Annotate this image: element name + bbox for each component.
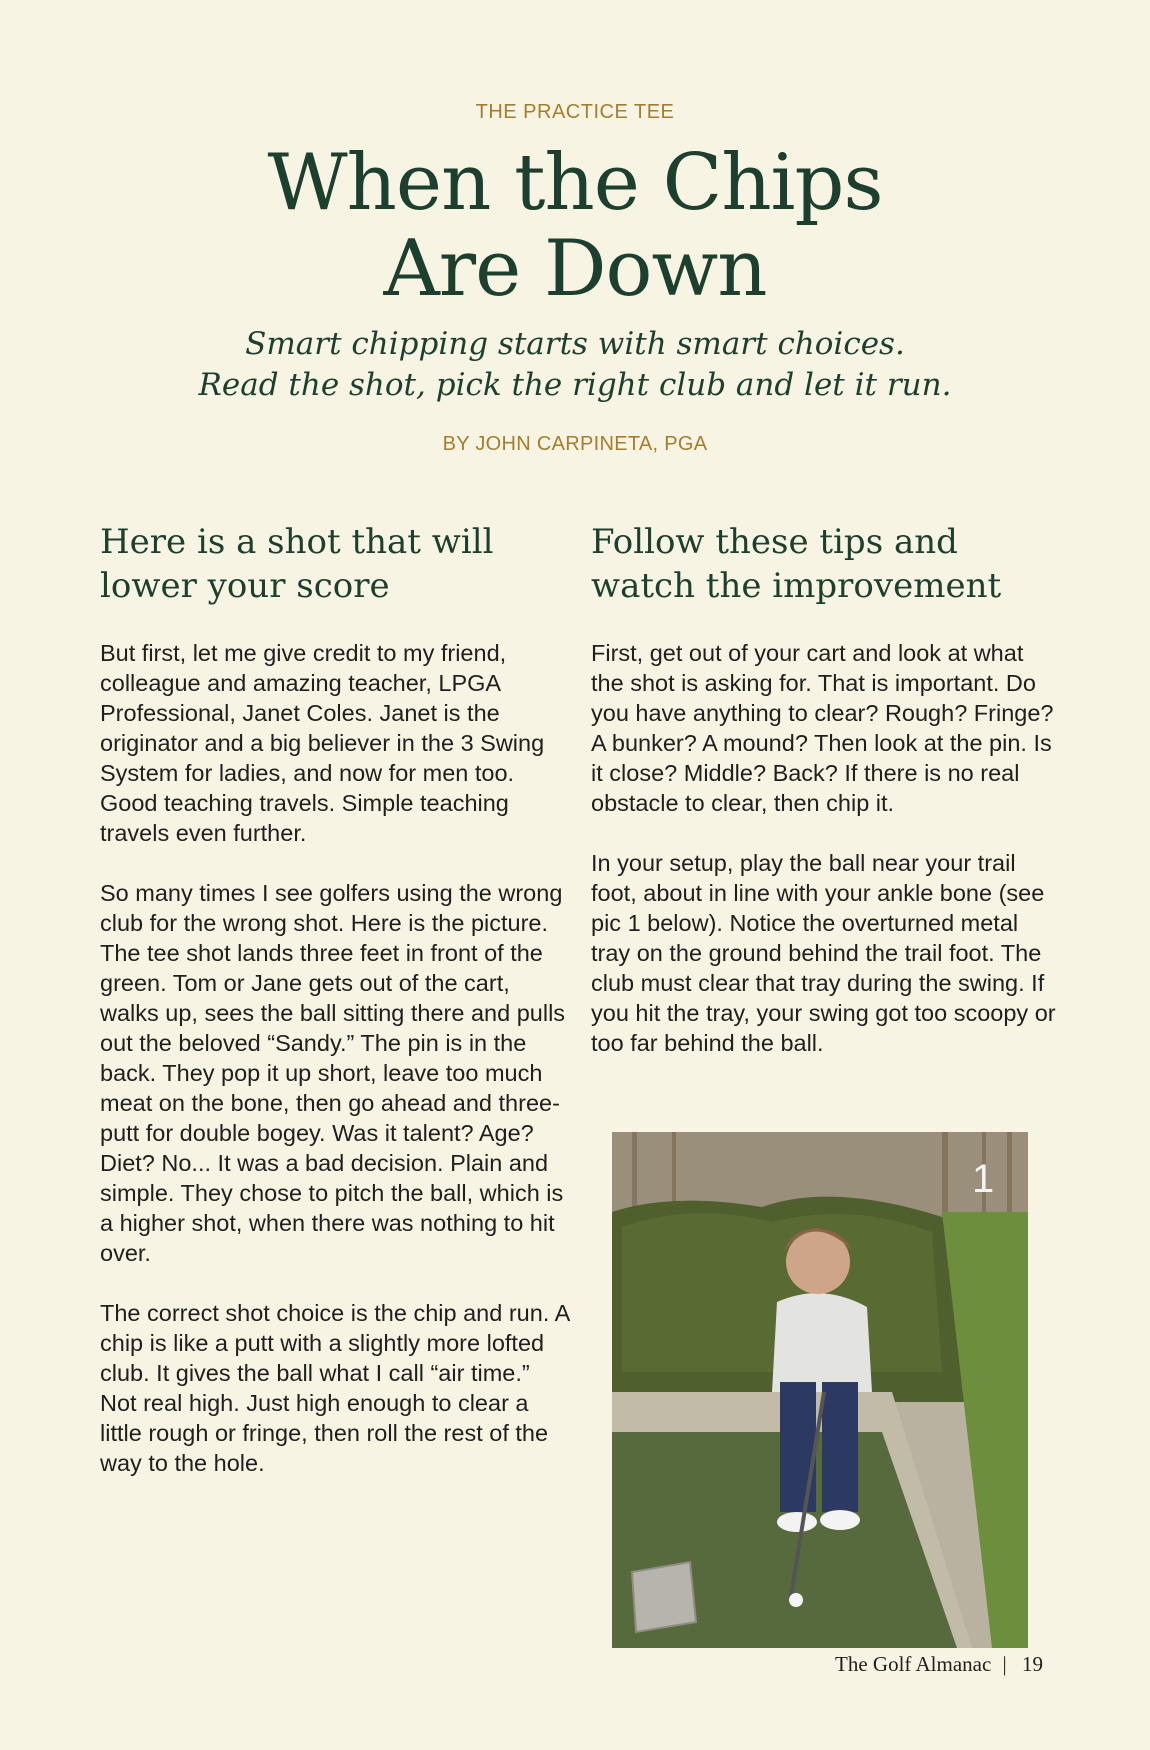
footer-separator: | (1002, 1652, 1007, 1676)
left-column (100, 520, 570, 1508)
golfer-photo (612, 1132, 1028, 1648)
left-paragraph: So many times I see golfers using the wrong club for the wrong shot. Here is the picture. The tee shot lands three feet in front of the green. Tom or Jane gets out of the cart, walks up, sees the ball sitting there and pulls out the beloved “Sandy.” The pin is in the back. They pop it up short, leave too much meat on the bone, then go ahead and three-putt for double bogey. Was it talent? Age? Diet? No... It was a bad decision. Plain and simple. They chose to pitch the ball, which is a higher shot, when there was nothing to hit over. (100, 880, 566, 1266)
right-paragraph: First, get out of your cart and look at what the shot is asking for. That is important. Do you have anything to clear? Rough? Fringe? A bunker? A mound? Then look at the pin. Is it close? Middle? Back? If there is no real obstacle to clear, then chip it. (591, 640, 1054, 816)
left-column-heading: Here is a shot that will lower your score (100, 522, 494, 606)
right-paragraph: In your setup, play the ball near your trail foot, about in line with your ankle bone (see pic 1 below). Notice the overturned metal tray on the ground behind the trail foot. The club must clear that tray during the swing. If you hit the tray, your swing got too scoopy or too far behind the ball. (591, 850, 1056, 1056)
subtitle-line-2: Read the shot, pick the right club and let it run. (198, 367, 952, 403)
title-line-2: Are Down (383, 224, 767, 314)
publication-name: The Golf Almanac (835, 1652, 992, 1676)
article-subtitle (0, 324, 1150, 406)
page-footer (835, 1652, 1043, 1677)
photo-label: 1 (972, 1157, 995, 1201)
subtitle-line-1: Smart chipping starts with smart choices. (245, 326, 905, 362)
right-column-heading: Follow these tips and watch the improvement (591, 522, 1002, 606)
article-title (0, 140, 1150, 312)
page-number: 19 (1022, 1652, 1043, 1676)
left-paragraph: The correct shot choice is the chip and run. A chip is like a putt with a slightly more lofted club. It gives the ball what I call “air time.” Not real high. Just high enough to clear a little rough or fringe, then roll the rest of the way to the hole. (100, 1300, 569, 1476)
left-paragraph: But first, let me give credit to my friend, colleague and amazing teacher, LPGA Professional, Janet Coles. Janet is the originator and a big believer in the 3 Swing System for ladies, and now for men too. Good teaching travels. Simple teaching travels even further. (100, 640, 545, 846)
byline: BY JOHN CARPINETA, PGA (442, 433, 708, 455)
right-column (591, 520, 1061, 1088)
section-kicker: THE PRACTICE TEE (475, 101, 675, 123)
title-line-1: When the Chips (267, 138, 883, 228)
